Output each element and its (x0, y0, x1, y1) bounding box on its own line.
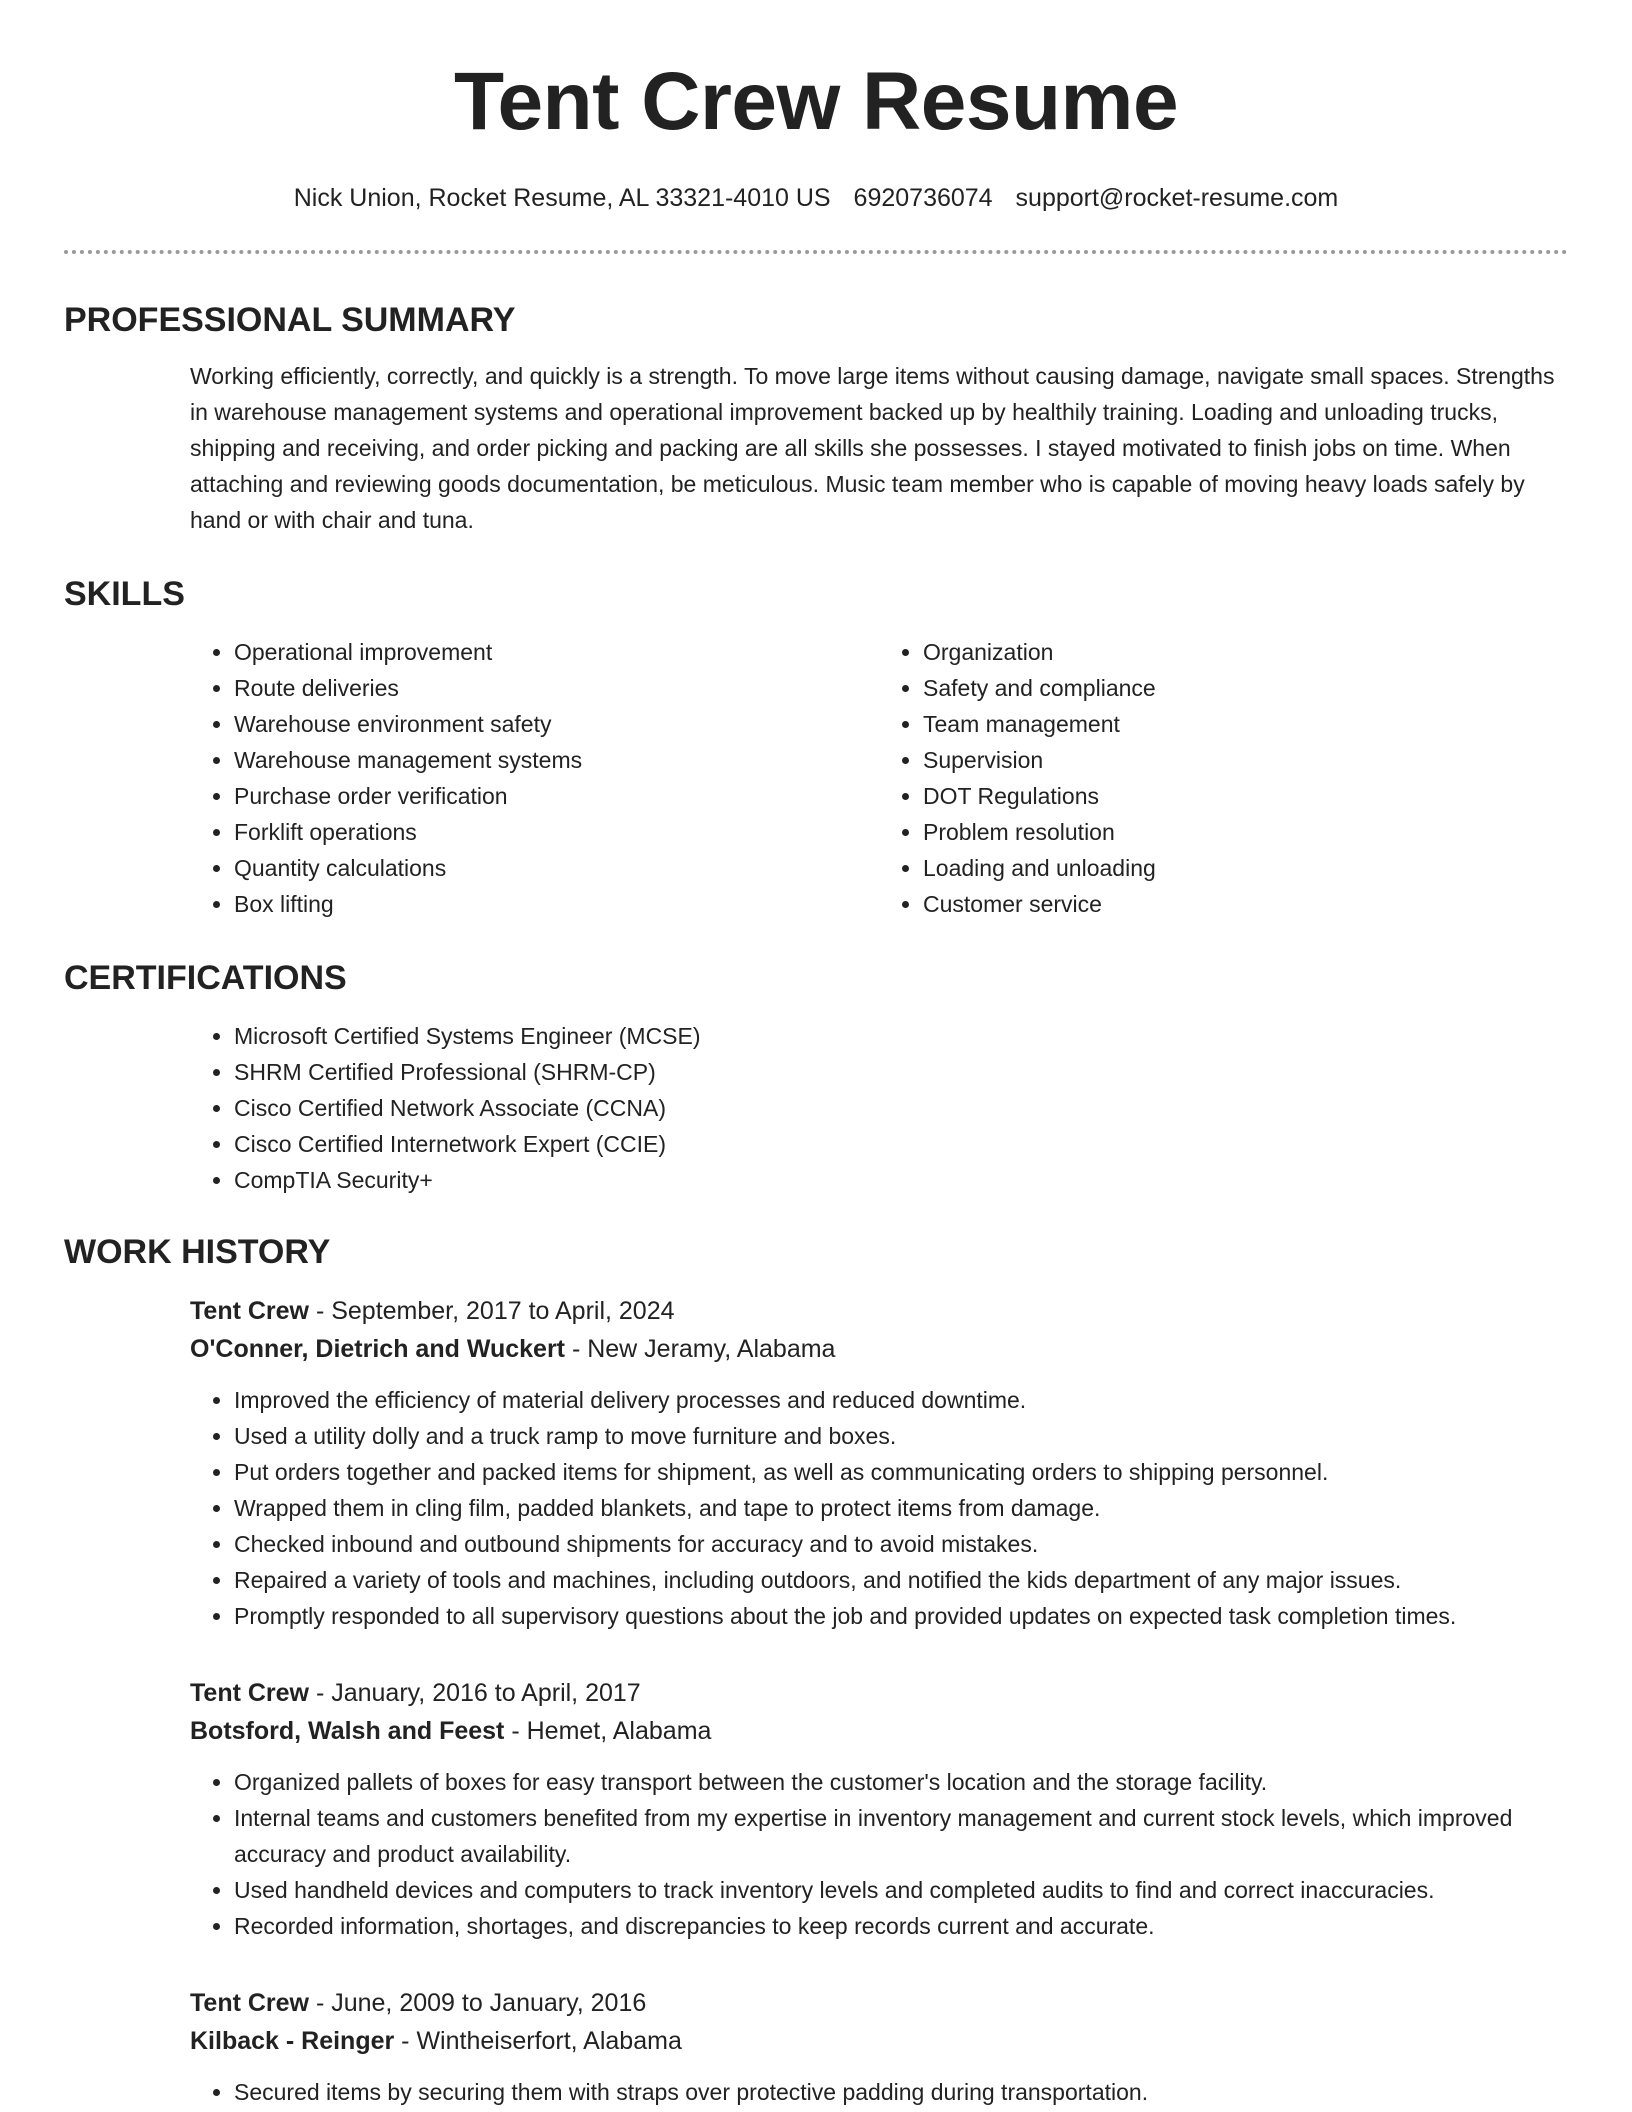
job-company-line (190, 2022, 1568, 2060)
certification-item: • Cisco Certified Internetwork Expert (CCIE) (234, 1126, 1568, 1162)
certification-item: • Cisco Certified Network Associate (CCNA) (234, 1090, 1568, 1126)
job-entry (190, 1984, 1568, 2110)
job-bullet: • Internal teams and customers benefited from my expertise in inventory management and current stock levels, which improved accuracy and product availability. (234, 1800, 1568, 1872)
job-bullet: • Put orders together and packed items for shipment, as well as communicating orders to shipping personnel. (234, 1454, 1568, 1490)
summary-heading: PROFESSIONAL SUMMARY (64, 301, 516, 339)
job-title: Tent Crew (190, 1989, 309, 2017)
certifications-list (190, 1018, 1568, 1198)
job-entry (190, 1674, 1568, 1944)
job-company: O'Conner, Dietrich and Wuckert (190, 1335, 565, 1363)
work-history-heading: WORK HISTORY (64, 1233, 331, 1271)
job-bullet: • Improved the efficiency of material delivery processes and reduced downtime. (234, 1382, 1568, 1418)
skills-list-right (879, 634, 1568, 922)
job-title-line (190, 1674, 1568, 1712)
skill-item: • Loading and unloading (923, 850, 1568, 886)
skill-item: • Problem resolution (923, 814, 1568, 850)
certification-item: • CompTIA Security+ (234, 1162, 1568, 1198)
job-bullet: • Used handheld devices and computers to track inventory levels and completed audits to find and correct inaccuracies. (234, 1872, 1568, 1908)
skill-item: • Safety and compliance (923, 670, 1568, 706)
skill-item: • Warehouse environment safety (234, 706, 879, 742)
skills-list-left (190, 634, 879, 922)
job-bullets (190, 2074, 1568, 2110)
job-bullet: • Wrapped them in cling film, padded blankets, and tape to protect items from damage. (234, 1490, 1568, 1526)
job-bullet: • Used a utility dolly and a truck ramp to move furniture and boxes. (234, 1418, 1568, 1454)
job-entry (190, 1292, 1568, 1634)
skill-item: • Purchase order verification (234, 778, 879, 814)
skill-item: • Route deliveries (234, 670, 879, 706)
job-company-line (190, 1330, 1568, 1368)
contact-address: Nick Union, Rocket Resume, AL 33321-4010 US (293, 184, 831, 212)
summary-section (64, 300, 1568, 538)
job-bullets (190, 1382, 1568, 1634)
job-location: - New Jeramy, Alabama (565, 1335, 836, 1363)
job-title-line (190, 1984, 1568, 2022)
skill-item: • Warehouse management systems (234, 742, 879, 778)
contact-line (0, 182, 1632, 214)
job-bullet: • Organized pallets of boxes for easy transport between the customer's location and the storage facility. (234, 1764, 1568, 1800)
skills-section (64, 574, 1568, 922)
skill-item: • Team management (923, 706, 1568, 742)
certification-item: • SHRM Certified Professional (SHRM-CP) (234, 1054, 1568, 1090)
job-dates: - September, 2017 to April, 2024 (309, 1297, 675, 1325)
job-bullet: • Promptly responded to all supervisory questions about the job and provided updates on expected task completion times. (234, 1598, 1568, 1634)
contact-email: support@rocket-resume.com (1015, 184, 1339, 212)
certifications-section (64, 958, 1568, 1198)
job-bullet: • Recorded information, shortages, and discrepancies to keep records current and accurate. (234, 1908, 1568, 1944)
job-dates: - January, 2016 to April, 2017 (309, 1679, 641, 1707)
job-title: Tent Crew (190, 1679, 309, 1707)
certifications-heading: CERTIFICATIONS (64, 959, 347, 997)
skill-item: • Operational improvement (234, 634, 879, 670)
job-dates: - June, 2009 to January, 2016 (309, 1989, 647, 2017)
skill-item: • Organization (923, 634, 1568, 670)
job-location: - Hemet, Alabama (504, 1717, 712, 1745)
job-title: Tent Crew (190, 1297, 309, 1325)
certification-item: • Microsoft Certified Systems Engineer (MCSE) (234, 1018, 1568, 1054)
skill-item: • DOT Regulations (923, 778, 1568, 814)
job-bullet: • Checked inbound and outbound shipments for accuracy and to avoid mistakes. (234, 1526, 1568, 1562)
header-divider (64, 250, 1568, 254)
resume-title: Tent Crew Resume (453, 56, 1179, 147)
skill-item: • Supervision (923, 742, 1568, 778)
skill-item: • Quantity calculations (234, 850, 879, 886)
summary-text: Working efficiently, correctly, and quickly is a strength. To move large items without causing damage, navigate small spaces. Strengths in warehouse management systems and operational improvement backed up by healthily training. Loading and unloading trucks, shipping and receiving, and order picking and packing are all skills she possesses. I stayed motivated to finish jobs on time. When attaching and reviewing goods documentation, be meticulous. Music team member who is capable of moving heavy loads safely by hand or with chair and tuna. (190, 363, 1555, 533)
job-company: Botsford, Walsh and Feest (190, 1717, 505, 1745)
job-title-line (190, 1292, 1568, 1330)
job-bullet: • Secured items by securing them with straps over protective padding during transportation. (234, 2074, 1568, 2110)
skill-item: • Forklift operations (234, 814, 879, 850)
job-company-line (190, 1712, 1568, 1750)
skills-heading: SKILLS (64, 575, 185, 613)
work-history-section (64, 1232, 1568, 2110)
job-bullet: • Repaired a variety of tools and machines, including outdoors, and notified the kids department of any major issues. (234, 1562, 1568, 1598)
job-bullets (190, 1764, 1568, 1944)
job-location: - Wintheiserfort, Alabama (394, 2027, 682, 2055)
skill-item: • Customer service (923, 886, 1568, 922)
skills-grid (190, 634, 1568, 922)
jobs-container (190, 1292, 1568, 2110)
skill-item: • Box lifting (234, 886, 879, 922)
job-company: Kilback - Reinger (190, 2027, 395, 2055)
contact-phone: 6920736074 (853, 184, 993, 212)
